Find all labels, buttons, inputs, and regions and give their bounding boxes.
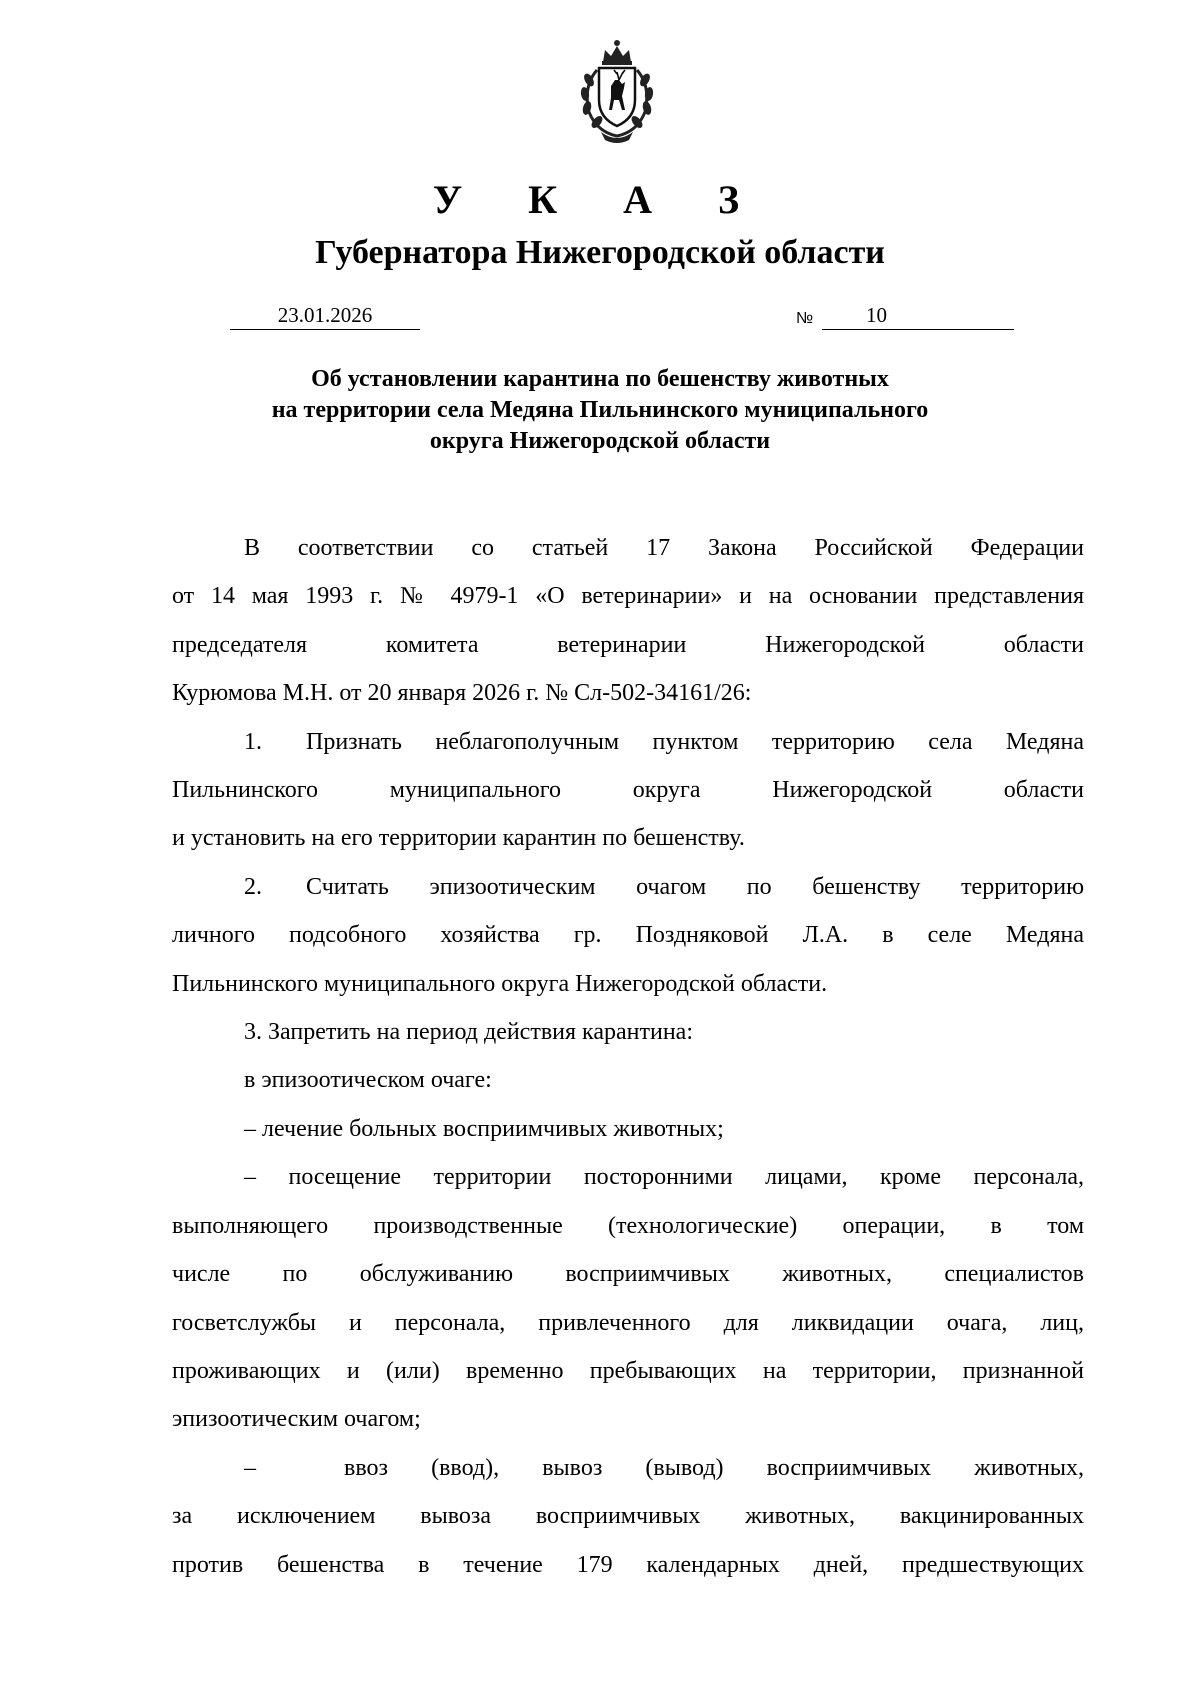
- preamble-line: Курюмова М.Н. от 20 января 2026 г. № Сл-502-34161/26:: [172, 680, 752, 707]
- item-2: [172, 863, 1084, 911]
- decree-number-field: [822, 303, 1014, 330]
- document-type-title: У К А З: [432, 177, 768, 222]
- preamble-line: В соответствии со статьей 17 Закона Российской Федерации: [244, 535, 1084, 561]
- bullet-line: за исключением вывоза восприимчивых животных, вакцинированных: [172, 1503, 1084, 1530]
- decree-subject: [0, 364, 1200, 457]
- bullet-line: ввоз (ввод), вывоз (вывод) восприимчивых животных,: [344, 1454, 1084, 1481]
- issuer-title: Губернатора Нижегородской области: [315, 234, 885, 271]
- focus-heading: в эпизоотическом очаге:: [244, 1067, 492, 1094]
- bullet-3-first-line: [172, 1444, 1084, 1492]
- bullet-line: эпизоотическим очагом;: [172, 1406, 421, 1433]
- subject-line: Об установлении карантина по бешенству животных: [311, 366, 889, 392]
- decree-date: 23.01.2026: [230, 303, 420, 330]
- item-line: Признать неблагополучным пунктом территорию села Медяна: [306, 728, 1084, 755]
- bullet-line: числе по обслуживанию восприимчивых животных, специалистов: [172, 1261, 1084, 1288]
- bullet-dash: –: [244, 1454, 256, 1481]
- item-line: и установить на его территории карантин по бешенству.: [172, 825, 745, 852]
- item-number: 2.: [244, 873, 262, 900]
- item-line: Пильнинского муниципального округа Нижегородской области: [172, 777, 1084, 804]
- item-line: личного подсобного хозяйства гр. Поздняковой Л.А. в селе Медяна: [172, 922, 1084, 949]
- preamble-line: председателя комитета ветеринарии Нижегородской области: [172, 631, 1084, 658]
- preamble-line: от 14 мая 1993 г. № 4979-1 «О ветеринарии» и на основании представления: [172, 583, 1084, 610]
- bullet-line: – лечение больных восприимчивых животных;: [244, 1115, 724, 1142]
- item-1: [172, 718, 1084, 766]
- item-line: Пильнинского муниципального округа Нижегородской области.: [172, 970, 828, 997]
- bullet-line: выполняющего производственные (технологические) операции, в том: [172, 1212, 1084, 1239]
- subject-line: округа Нижегородской области: [429, 428, 771, 454]
- item-line: Считать эпизоотическим очагом по бешенству территорию: [306, 873, 1084, 900]
- bullet-line: проживающих и (или) временно пребывающих на территории, признанной: [172, 1357, 1084, 1384]
- bullet-line: против бешенства в течение 179 календарных дней, предшествующих: [172, 1551, 1084, 1578]
- bullet-line: госветслужбы и персонала, привлеченного для ликвидации очага, лиц,: [172, 1309, 1084, 1336]
- item-3: 3. Запретить на период действия карантина:: [244, 1019, 693, 1046]
- decree-number: 10: [866, 303, 887, 327]
- subject-line: на территории села Медяна Пильнинского муниципального: [271, 397, 929, 423]
- item-number: 1.: [244, 728, 262, 755]
- coat-of-arms-icon: [567, 36, 667, 144]
- number-label: №: [796, 310, 814, 327]
- decree-body: [172, 524, 1084, 1589]
- bullet-line: – посещение территории посторонними лицами, кроме персонала,: [244, 1164, 1084, 1191]
